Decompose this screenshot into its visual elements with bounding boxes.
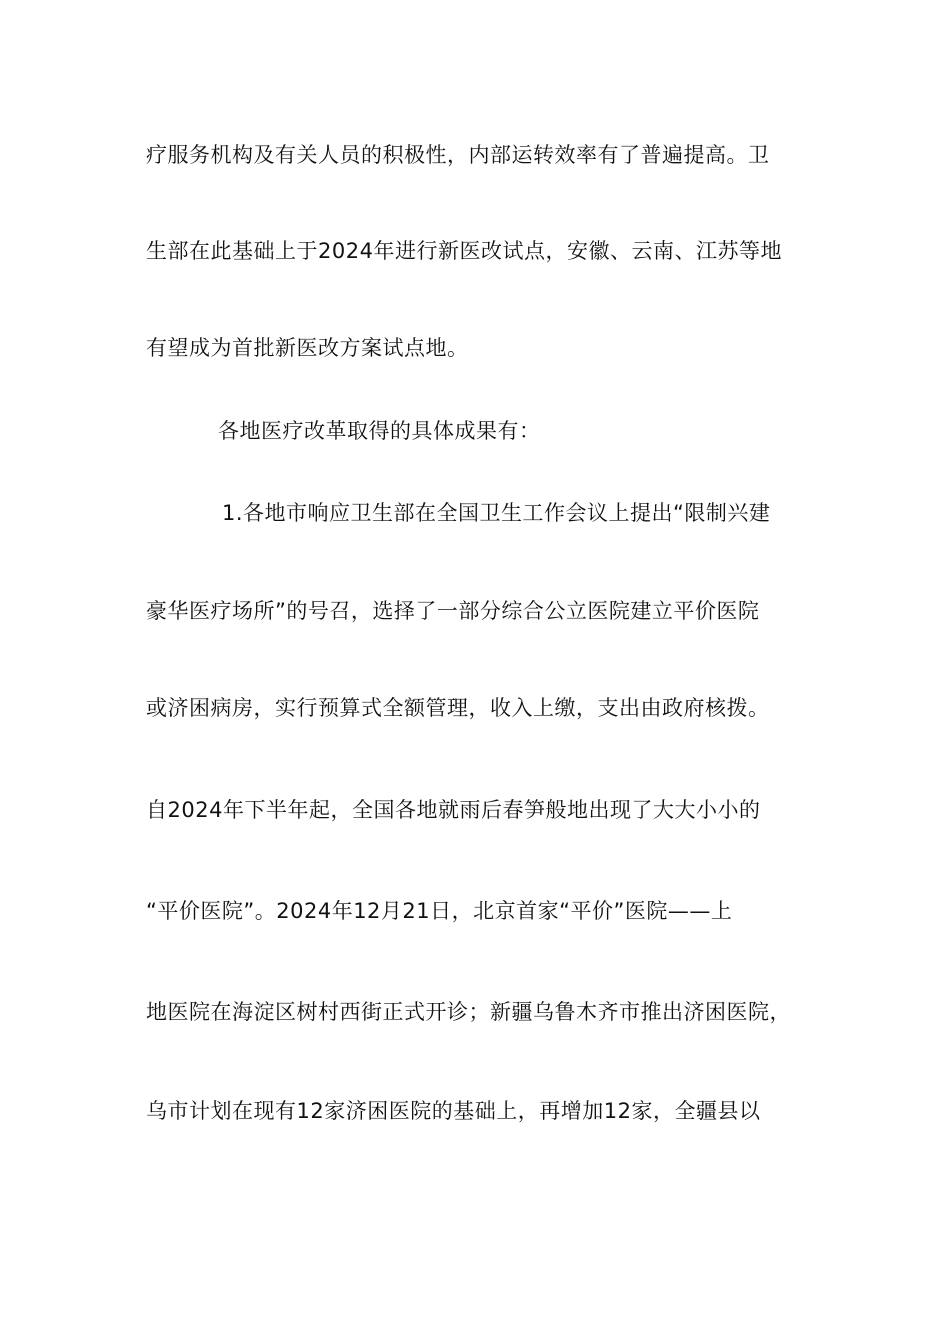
list-item-1-line-1: 1.各地市响应卫生部在全国卫生工作会议上提出“限制兴建 <box>222 501 771 525</box>
paragraph-line-11: 乌市计划在现有12家济困医院的基础上，再增加12家，全疆县以 <box>146 1099 761 1123</box>
paragraph-line-9: “平价医院”。2024年12月21日，北京首家“平价”医院——上 <box>146 899 733 923</box>
paragraph-line-10: 地医院在海淀区树村西街正式开诊；新疆乌鲁木齐市推出济困医院， <box>146 1000 791 1024</box>
list-item-1-line-2: 豪华医疗场所”的号召，选择了一部分综合公立医院建立平价医院 <box>146 599 760 623</box>
list-item-1-line-3: 或济困病房，实行预算式全额管理，收入上缴，支出由政府核拨。 <box>146 696 770 720</box>
paragraph-line-3: 有望成为首批新医改方案试点地。 <box>146 336 469 360</box>
paragraph-line-8: 自2024年下半年起，全国各地就雨后春笋般地出现了大大小小的 <box>146 798 761 822</box>
paragraph-line-1: 疗服务机构及有关人员的积极性，内部运转效率有了普遍提高。卫 <box>146 143 770 167</box>
section-intro-line: 各地医疗改革取得的具体成果有： <box>218 419 541 443</box>
paragraph-line-2: 生部在此基础上于2024年进行新医改试点，安徽、云南、江苏等地 <box>146 239 782 263</box>
